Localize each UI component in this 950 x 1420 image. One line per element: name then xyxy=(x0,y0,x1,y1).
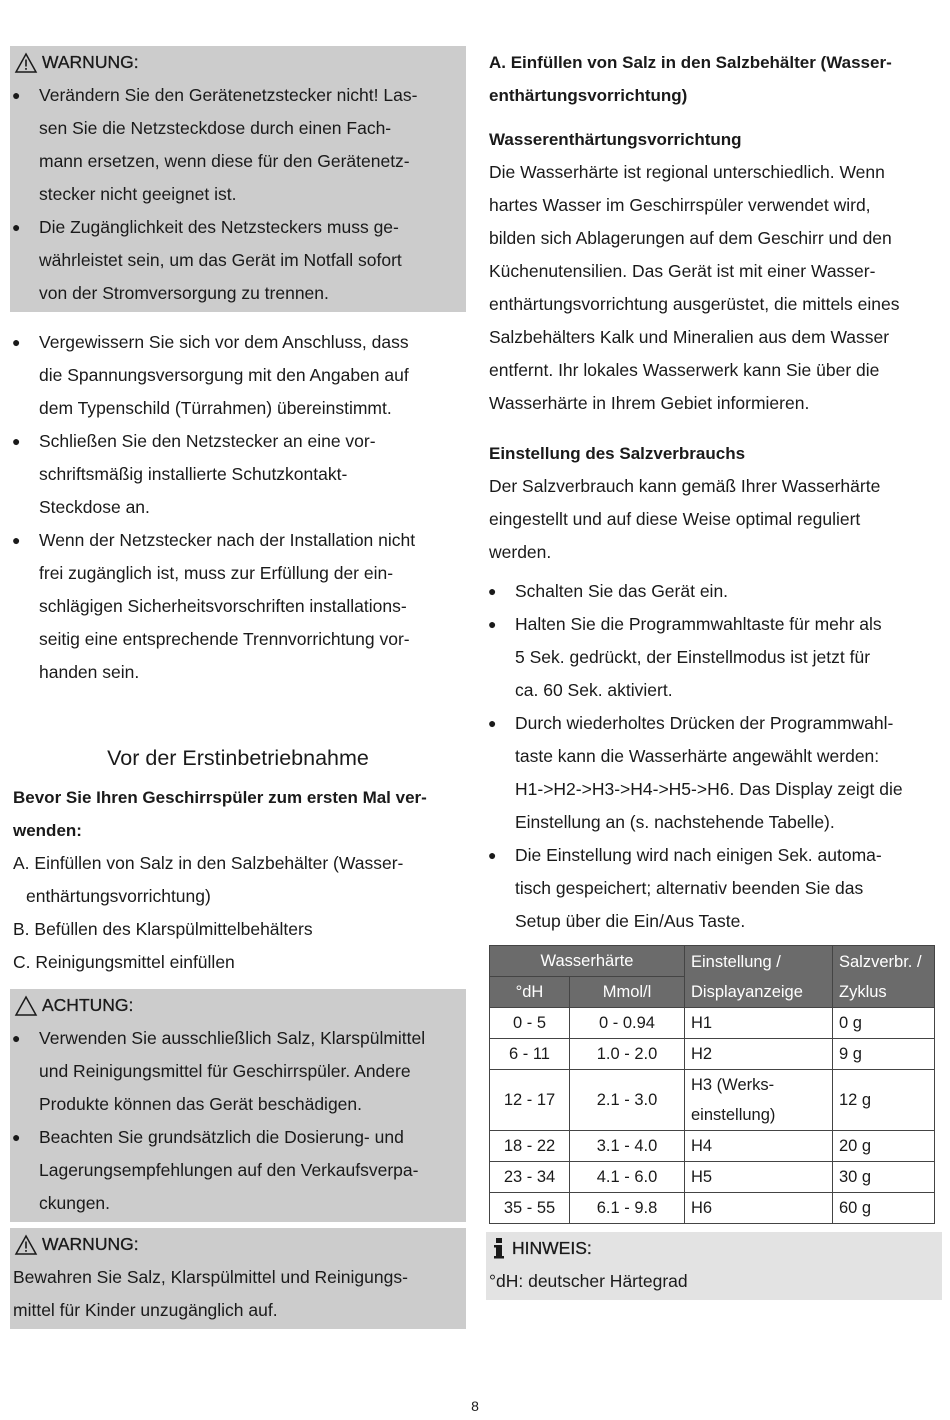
cell-salt: 9 g xyxy=(833,1039,935,1070)
warning-header xyxy=(10,1228,466,1261)
warning-box-children xyxy=(10,1228,466,1329)
cell-mmol: 1.0 - 2.0 xyxy=(570,1039,685,1070)
warning-item xyxy=(10,211,466,310)
cell-mmol: 0 - 0.94 xyxy=(570,1008,685,1039)
text-line: taste kann die Wasserhärte angewählt werden: xyxy=(515,746,880,766)
table-row xyxy=(490,1193,935,1224)
text-line: frei zugänglich ist, muss zur Erfüllung der ein- xyxy=(39,563,394,583)
cell-dh: 0 - 5 xyxy=(490,1008,570,1039)
text-line: Halten Sie die Programmwahltaste für mehr als xyxy=(515,614,882,634)
text-line: entfernt. Ihr lokales Wasserwerk kann Sie über die xyxy=(489,360,880,380)
text-line: Die Einstellung wird nach einigen Sek. automa- xyxy=(515,845,882,865)
paragraph-water-softener xyxy=(486,156,942,420)
text-line: 5 Sek. gedrückt, der Einstellmodus ist jetzt für xyxy=(515,647,871,667)
text-line: schriftsmäßig installierte Schutzkontakt- xyxy=(39,464,348,484)
text-line: währleistet sein, um das Gerät im Notfall sofort xyxy=(39,250,402,270)
intro-text xyxy=(10,781,466,847)
bullet-icon: ● xyxy=(12,1030,21,1046)
subheading-salt-setting: Einstellung des Salzverbrauchs xyxy=(489,444,746,463)
water-hardness-table xyxy=(489,945,935,1224)
list-item xyxy=(486,575,942,608)
text-line: hartes Wasser im Geschirrspüler verwendet wird, xyxy=(489,195,871,215)
warning-text xyxy=(10,1261,466,1327)
cell-salt: 60 g xyxy=(833,1193,935,1224)
caution-title: ACHTUNG: xyxy=(42,995,134,1015)
text-line: enthärtungsvorrichtung) xyxy=(489,86,688,105)
cell-dh: 23 - 34 xyxy=(490,1162,570,1193)
header-line: Einstellung / xyxy=(691,952,781,971)
left-column xyxy=(10,46,466,1329)
warning-list xyxy=(10,79,466,310)
table-header-dh: °dH xyxy=(490,977,570,1008)
cell-dh: 18 - 22 xyxy=(490,1131,570,1162)
text-line: Verändern Sie den Gerätenetzstecker nicht! Las- xyxy=(39,85,418,105)
header-line: Displayanzeige xyxy=(691,982,803,1001)
note-box xyxy=(486,1232,942,1300)
text-line: Einstellung an (s. nachstehende Tabelle). xyxy=(515,812,835,832)
text-line: Schließen Sie den Netzstecker an eine vor- xyxy=(39,431,376,451)
bullet-icon: ● xyxy=(12,1129,21,1145)
text-line: und Reinigungsmittel für Geschirrspüler. Andere xyxy=(39,1061,411,1081)
cell-setting: H5 xyxy=(685,1162,833,1193)
table-row xyxy=(490,1131,935,1162)
text-line: Küchenutensilien. Das Gerät ist mit einer Wasser- xyxy=(489,261,876,281)
cell-salt: 0 g xyxy=(833,1008,935,1039)
table-header-salt xyxy=(833,946,935,1008)
bullet-icon: ● xyxy=(12,433,21,449)
bullet-icon: ● xyxy=(12,87,21,103)
bullet-icon: ● xyxy=(488,583,497,599)
list-item xyxy=(10,326,466,425)
section-title: Vor der Erstinbetriebnahme xyxy=(107,746,369,770)
text-line: Salzbehälters Kalk und Mineralien aus dem Wasser xyxy=(489,327,890,347)
caution-box xyxy=(10,989,466,1222)
warning-triangle-icon xyxy=(14,1234,38,1256)
text-line: mittel für Kinder unzugänglich auf. xyxy=(13,1300,278,1320)
cell-setting: H4 xyxy=(685,1131,833,1162)
text-line: Bevor Sie Ihren Geschirrspüler zum ersten Mal ver- xyxy=(13,788,427,807)
info-icon xyxy=(492,1237,506,1261)
note-title: HINWEIS: xyxy=(512,1238,592,1258)
bullet-icon: ● xyxy=(488,847,497,863)
bullet-icon: ● xyxy=(12,334,21,350)
text-line: Steckdose an. xyxy=(39,497,150,517)
table-header-mmol: Mmol/l xyxy=(570,977,685,1008)
text-line: Der Salzverbrauch kann gemäß Ihrer Wasserhärte xyxy=(489,476,881,496)
table-row xyxy=(490,1008,935,1039)
step-item-continued: enthärtungsvorrichtung) xyxy=(26,886,211,906)
cell-line: H3 (Werks- xyxy=(691,1076,775,1094)
text-line: werden. xyxy=(489,542,552,562)
text-line: eingestellt und auf diese Weise optimal reguliert xyxy=(489,509,861,529)
text-line: dem Typenschild (Türrahmen) übereinstimmt. xyxy=(39,398,392,418)
cell-dh: 12 - 17 xyxy=(490,1070,570,1131)
caution-item xyxy=(10,1022,466,1121)
bullet-icon: ● xyxy=(488,715,497,731)
warning-title: WARNUNG: xyxy=(42,1234,139,1254)
cell-line: einstellung) xyxy=(691,1106,776,1124)
text-line: schlägigen Sicherheitsvorschriften installations- xyxy=(39,596,407,616)
list-item xyxy=(10,524,466,689)
warning-title: WARNUNG: xyxy=(42,52,139,72)
caution-header xyxy=(10,989,466,1022)
text-line: Wenn der Netzstecker nach der Installation nicht xyxy=(39,530,416,550)
table-row xyxy=(490,1039,935,1070)
text-line: sen Sie die Netzsteckdose durch einen Fach- xyxy=(39,118,392,138)
cell-setting: H1 xyxy=(685,1008,833,1039)
caution-list xyxy=(10,1022,466,1220)
bullet-icon: ● xyxy=(12,219,21,235)
list-item xyxy=(486,839,942,938)
list-item xyxy=(486,707,942,839)
page-number: 8 xyxy=(471,1398,479,1414)
text-line: ca. 60 Sek. aktiviert. xyxy=(515,680,673,700)
bullet-icon: ● xyxy=(12,532,21,548)
right-column xyxy=(486,46,942,1300)
note-text: °dH: deutscher Härtegrad xyxy=(489,1271,688,1291)
caution-triangle-icon xyxy=(14,995,38,1017)
text-line: stecker nicht geeignet ist. xyxy=(39,184,237,204)
header-line: Zyklus xyxy=(839,982,887,1001)
text-line: H1->H2->H3->H4->H5->H6. Das Display zeigt die xyxy=(515,779,903,799)
text-line: enthärtungsvorrichtung ausgerüstet, die mittels eines xyxy=(489,294,900,314)
text-line: tisch gespeichert; alternativ beenden Sie das xyxy=(515,878,864,898)
text-line: Vergewissern Sie sich vor dem Anschluss, dass xyxy=(39,332,409,352)
steps-list xyxy=(10,847,466,979)
cell-dh: 6 - 11 xyxy=(490,1039,570,1070)
text-line: Bewahren Sie Salz, Klarspülmittel und Reinigungs- xyxy=(13,1267,408,1287)
warning-box-power-plug xyxy=(10,46,466,312)
cell-mmol: 6.1 - 9.8 xyxy=(570,1193,685,1224)
header-line: Salzverbr. / xyxy=(839,952,922,971)
text-line: Beachten Sie grundsätzlich die Dosierung- und xyxy=(39,1127,404,1147)
cell-salt: 12 g xyxy=(833,1070,935,1131)
section-heading xyxy=(486,46,942,112)
installation-list xyxy=(10,326,466,689)
text-line: ckungen. xyxy=(39,1193,111,1213)
text-line: wenden: xyxy=(13,821,82,840)
table-row xyxy=(490,1070,935,1131)
cell-mmol: 3.1 - 4.0 xyxy=(570,1131,685,1162)
cell-salt: 20 g xyxy=(833,1131,935,1162)
subheading-water-softener: Wasserenthärtungsvorrichtung xyxy=(489,130,742,149)
caution-item xyxy=(10,1121,466,1220)
text-line: Produkte können das Gerät beschädigen. xyxy=(39,1094,362,1114)
text-line: bilden sich Ablagerungen auf dem Geschirr und den xyxy=(489,228,892,248)
list-item xyxy=(486,608,942,707)
text-line: Wasserhärte in Ihrem Gebiet informieren. xyxy=(489,393,810,413)
warning-item xyxy=(10,79,466,211)
text-line: von der Stromversorgung zu trennen. xyxy=(39,283,329,303)
cell-setting xyxy=(685,1070,833,1131)
warning-header xyxy=(10,46,466,79)
setting-steps-list xyxy=(486,575,942,938)
table-group-header: Wasserhärte xyxy=(490,946,685,977)
table-header-setting xyxy=(685,946,833,1008)
cell-mmol: 2.1 - 3.0 xyxy=(570,1070,685,1131)
text-line: Schalten Sie das Gerät ein. xyxy=(515,581,729,601)
text-line: A. Einfüllen von Salz in den Salzbehälter (Wasser- xyxy=(489,53,892,72)
text-line: Die Zugänglichkeit des Netzsteckers muss ge- xyxy=(39,217,399,237)
text-line: Verwenden Sie ausschließlich Salz, Klarspülmittel xyxy=(39,1028,426,1048)
text-line: Die Wasserhärte ist regional unterschiedlich. Wenn xyxy=(489,162,885,182)
text-line: handen sein. xyxy=(39,662,140,682)
list-item xyxy=(10,425,466,524)
step-item: B. Befüllen des Klarspülmittelbehälters xyxy=(13,919,313,939)
text-line: die Spannungsversorgung mit den Angaben auf xyxy=(39,365,409,385)
step-item: A. Einfüllen von Salz in den Salzbehälter (Wasser- xyxy=(13,853,404,873)
paragraph-salt-setting xyxy=(486,470,942,569)
step-item: C. Reinigungsmittel einfüllen xyxy=(13,952,235,972)
cell-setting: H6 xyxy=(685,1193,833,1224)
cell-mmol: 4.1 - 6.0 xyxy=(570,1162,685,1193)
text-line: Lagerungsempfehlungen auf den Verkaufsverpa- xyxy=(39,1160,419,1180)
bullet-icon: ● xyxy=(488,616,497,632)
cell-setting: H2 xyxy=(685,1039,833,1070)
note-header xyxy=(486,1232,942,1265)
text-line: seitig eine entsprechende Trennvorrichtung vor- xyxy=(39,629,410,649)
text-line: Durch wiederholtes Drücken der Programmwahl- xyxy=(515,713,894,733)
table-row xyxy=(490,1162,935,1193)
text-line: Setup über die Ein/Aus Taste. xyxy=(515,911,746,931)
cell-dh: 35 - 55 xyxy=(490,1193,570,1224)
warning-triangle-icon xyxy=(14,52,38,74)
text-line: mann ersetzen, wenn diese für den Gerätenetz- xyxy=(39,151,410,171)
cell-salt: 30 g xyxy=(833,1162,935,1193)
